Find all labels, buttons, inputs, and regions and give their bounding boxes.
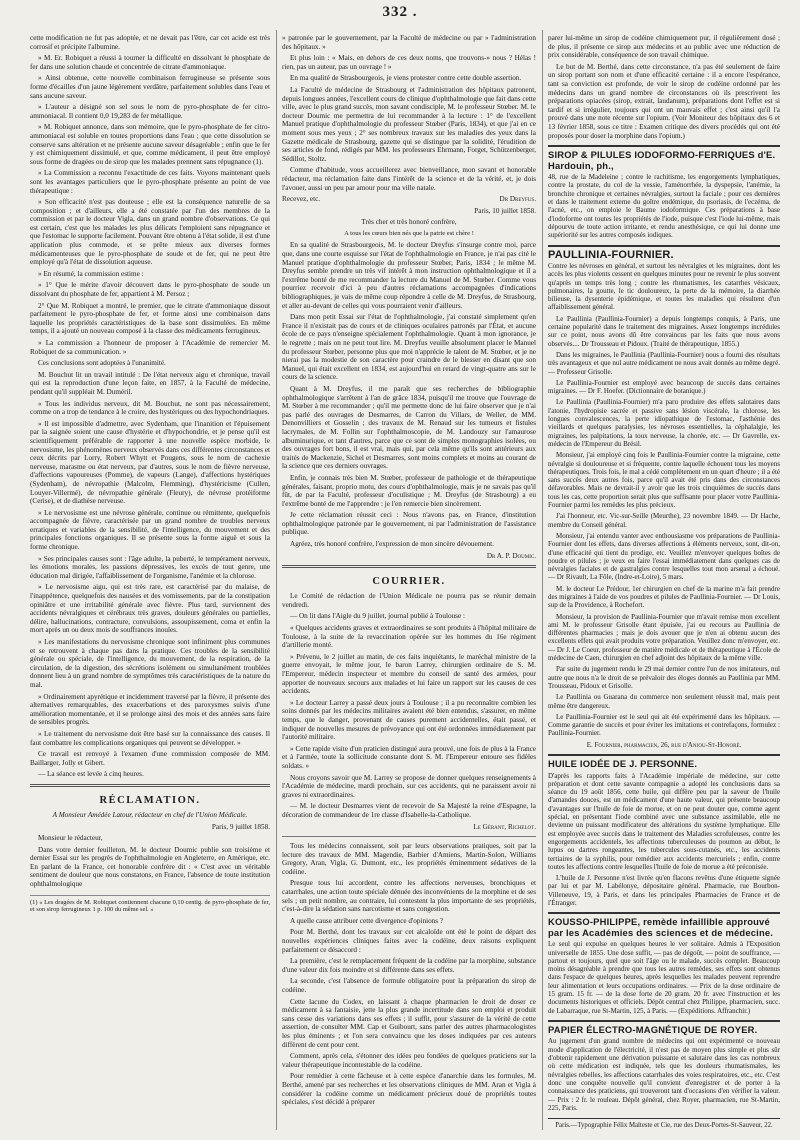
ad-text: L'huile de J. Personne n'est livrée qu'en flacons revêtus d'une étiquette signée par lui et par M. Labélonye, dépositaire général. Pharmacie, rue Bourbon-Villeneuve, 19, à Paris, et dans les principales Pharmacies de France et de l'Étranger. bbox=[548, 874, 780, 907]
advertisement-huile-iodee bbox=[548, 754, 780, 907]
section-divider bbox=[30, 784, 270, 787]
ad-text: Monsieur, j'ai employé cinq fois le Paullinia-Fournier contre la migraine, cette névralgie si douloureuse et si fréquente, contre laquelle échouent tous les moyens thérapeutiques. Trois fois, le mal a cédé complètement en un quart d'heure ; il a été sans succès deux autres fois, parce qu'il avait été pris dans des circonstances défavorables. Mais ne devrait-il y avoir que les trois cinquièmes de succès dans tous les cas, cette proportion serait plus que suffisante pour placer votre Paullinia-Fournier parmi les remèdes les plus précieux. bbox=[548, 451, 780, 510]
ad-text: Le Paullinia (Paullinia-Fournier) m'a paru produire des effets salutaires dans l'atonie, l'hydropisie sacrée et passive sans lésion viscérale, la chlorose, les longues convalescences, la perte idiopathique de l'estomac, l'asthénie des vieillards et quelques paralysies, les névroses essentielles, la céphalalgie, les migraines, les palpitations, la toux nerveuse, la chorée, etc. — Dr Gavrelle, ex-médecin de l'Empereur du Brésil. bbox=[548, 398, 780, 448]
ad-text: M. le docteur Le Prédour, 1er chirurgien en chef de la marine m'a fait prendre des migraines à l'aide de vos poudres et pilules de Paullinia-Fournier. — Dr Louis, sup de la Providence, à Rochefort. bbox=[548, 584, 780, 610]
column-right bbox=[548, 34, 780, 1134]
ad-title: PAPIER ÉLECTRO-MAGNÉTIQUE DE ROYER. bbox=[548, 1023, 758, 1035]
ad-text: Le seul qui expulse en quelques heures le ver solitaire. Admis à l'Exposition universelle de 1855. Une dose suffit, — pas de dégoût, — point de souffrance, — partout et toujours, quel que soit l'âge ou le malade, succès complet. Beaucoup moins désagréable à prendre que tous les autres remèdes, ses effets sont obtenus dans l'espace de quelques heures, après lesquelles les malades peuvent reprendre leur alimentation et leurs occupations ordinaires. — Prix de la dose ordinaire de 15 gram. 15 fr. — de la dose forte de 20 gram. 20 fr. avec l'instruction et les documents historiques et officiels. Dépôt central chez Philippe, pharmacien, succ. de Labarraque, rue St-Martin, 125, à Paris. — (Expéditions. Affranchir.) bbox=[548, 940, 780, 1015]
paragraph: » Les manifestations du nervosisme chronique sont infiniment plus communes et se retrouvent à chaque pas dans la pratique. Ces troubles de la sensibilité générale ou spéciale, de l'intelligence, du mouvement, de la respiration, de la circulation, de la digestion, des sécrétions isolément ou simultanément troublées donnent lieu à un grand nombre de symptômes très caractéristiques de la nature du mal. bbox=[30, 638, 270, 689]
paragraph: Dans votre dernier feuilleton, M. le docteur Doumic publie son troisième et dernier Essai sur les progrès de l'ophthalmologie en Angleterre, en Amérique, etc. En parlant de la France, cet honorable confrère dit : « C'est avec un véritable sentiment de douleur que nous constatons, en France, l'absence de toute institution ophthalmologique bbox=[30, 845, 270, 889]
paragraph: » 1° Que le mérite d'avoir découvert dans le pyro-phosphate de soude un dissolvant du phosphate de fer, appartient à M. Persoz ; bbox=[30, 281, 270, 299]
paragraph: Ce travail est renvoyé à l'examen d'une commission composée de MM. Baillarger, Jolly et Gibert. bbox=[30, 750, 270, 767]
ad-text: Contre les névroses en général, et surtout les névralgies et les migraines, dont les accès les plus violents cessent en quelques minutes pour ne revenir le plus souvent qu'après un temps très long ; contre les rhumatismes, les catarrhes vésicaux, pulmonaires, la goutte, le tic douloureux, la perte de la mémoire, la diarrhée bilieuse, la dysenterie épidémique, et toutes les maladies qui résultent d'un affaiblissement général. bbox=[548, 262, 780, 312]
paragraph: En sa qualité de Strasbourgeois, M. le docteur Dreyfus s'insurge contre moi, parce que, dans une courte esquisse sur l'état de l'ophthalmologie en France, je n'ai pas cité le Manuel pratique d'ophthalmologie du professeur Stœber, Paris, 1834 ; le même M. Dreyfus semble prendre un très vif intérêt à mon instruction ophthalmologique et il a l'extrême bonté de me recommander la lecture du Manuel de M. Stœber. Comme vous pourriez recevoir d'ici à peu d'autres réclamations accompagnées d'indications bibliographiques, je vais de même coup répondre à celle de M. Dreyfus, de Strasbourg, et aller au-devant de celles qui vous pourraient venir d'ailleurs. bbox=[282, 241, 536, 310]
paragraph: Quant à M. Dreyfus, il me paraît que ses recherches de bibliographie ophthalmologique s'arrêtent à l'an de grâce 1834, puisqu'il me trouve que l'ouvrage de M. Stœber à me recommander ; qu'il me permette donc de lui faire observer que je n'ai pas parlé des ouvrages de Desmarres, de Carron du Villars, de Weller, de MM. Denonvilliers et Gosselin ; des travaux de M. Renaud sur les tumeurs et fistules lacrymales, de M. Follin sur l'ophthalmoscopie, de M. Landouzy sur l'amaurose albuminurique, et tant d'autres, parce que ce sont de simples monographies isolées, ou des ouvrages fort bons, il est vrai, mais qui, par cela même qu'ils sont antérieurs aux traités de Mackenzie, Sichel et Desmarres, sont moins complets et moins au courant de la science que ces derniers ouvrages. bbox=[282, 384, 536, 471]
paragraph: 2° Que M. Robiquet a montré, le premier, que le citrate d'ammoniaque dissout parfaitement le pyro-phosphate de fer, et forme ainsi une combinaison dans laquelle les propriétés caractéristiques de la base sont dissimulées. En même temps, il a ajouté un nouveau composé à la classe des médicaments ferrugineux. bbox=[30, 301, 270, 336]
signature: Dr Dreyfus. bbox=[499, 195, 536, 204]
paragraph: » L'auteur a désigné son sel sous le nom de pyro-phosphate de fer citro-ammoniacal. Il contient 0,0 19,283 de fer métallique. bbox=[30, 103, 270, 120]
paragraph: » En résumé, la commission estime : bbox=[38, 269, 144, 278]
advertisement-papier-royer bbox=[548, 1020, 780, 1112]
letter-address: A Monsieur Amédée Latour, rédacteur en chef de l'Union Médicale. bbox=[52, 810, 248, 819]
advertisement-sirop-iodoforme bbox=[548, 145, 780, 239]
ad-text: Le Paullinia ou Guarana du commerce non seulement réussit mal, mais peut même être dangereux. bbox=[548, 693, 780, 710]
paragraph: — La séance est levée à cinq heures. bbox=[38, 770, 144, 779]
paragraph: parer lui-même un sirop de codéine chimiquement pur, il régulièrement dosé ; de plus, il présente ce sirop aux médecins et au public avec une réduction de prix considérable, conséquence de son travail chimique. bbox=[548, 34, 780, 60]
paragraph: Ces conclusions sont adoptées à l'unanimité. bbox=[38, 359, 166, 368]
ad-text: Monsieur, la provision de Paullinia-Fournier que m'avait remise mon excellent ami M. le professeur Grisolle étant épuisée, j'ai eu recours au Paullinia de différentes pharmacies ; mais je dois avouer que je n'en ai obtenu aucun des excellents effets qui avait produits votre préparation. Veuillez donc m'envoyer, etc. — Dr J. Le Coeur, professeur de matière médicale et de thérapeutique à l'École de médecine de Caen, chirurgien en chef adjoint des hôpitaux de la même ville. bbox=[548, 612, 780, 663]
paragraph: » Ses principales causes sont : l'âge adulte, la puberté, le tempérament nerveux, les émotions morales, les passions dépressives, les excès de tout genre, une éducation mal dirigée, l'affaiblissement de l'organisme, l'anémie et la chlorose. bbox=[30, 554, 270, 580]
signature: Dr A. P. Doumic. bbox=[486, 551, 536, 560]
paragraph: » Le traitement du nervosisme doit être basé sur la connaissance des causes. Il faut combattre les complications organiques qui peuvent se développer. » bbox=[30, 729, 270, 747]
ad-title: SIROP & PILULES IODOFORMO-FERRIQUES d'E. Hardouin, ph., bbox=[548, 149, 776, 171]
ad-text: Par suite du jugement rendu le 29 mai dernier contre l'un de nos imitateurs, nul autre que nous n'a le droit de se prévaloir des éloges donnés au Paullinia par MM. Trousseau, Pidoux et Grisolle. bbox=[548, 665, 780, 690]
paragraph: » Le nervosisme est une névrose générale, continue ou rémittente, quelquefois accompagnée de fièvre, caractérisée par un grand nombre de troubles nerveux erratiques et variables de la sensibilité, de l'intelligence, du mouvement et des principales fonctions organiques. Il se présente sous la forme aiguë et sous la forme chronique. bbox=[30, 508, 270, 552]
paragraph: » Il est impossible d'admettre, avec Sydenham, que l'inanition et l'épuisement par la saignée soient une cause d'hystérie et d'hypochondrie, et je pense qu'il est scientifiquement préférable de rapporter à une nouvelle espèce morbide, le nervosisme, les phénomènes nerveux observés dans ces différentes circonstances et ceux décrits par Lorry, Robert Whytt et Pougens, sous le nom de cachexie nerveuse, marasme ou état nerveux, par d'autres, sous le nom de fièvre nerveuse, d'affections vapoureuses (Pomme), de vapeurs (Lange), d'affections hystériques (Sydenham), de névropathie (Malcolm, Flemming), d'hystéricisme (Cullen, Louyer-Villermé), de névropathie générale (Fleury), de névrose protéiforme (Cerise), et de diathèse nerveuse. bbox=[30, 419, 270, 506]
ad-title: KOUSSO-PHILIPPE, remède infaillible approuvé par les Académies des sciences et de médecine. bbox=[548, 916, 774, 938]
paragraph: « Quelques accidents graves et extraordinaires se sont produits à l'hôpital militaire de Toulouse, à la suite de la revaccination opérée sur les hommes du 16e régiment d'artillerie monté. bbox=[282, 624, 536, 650]
paragraph: — M. le docteur Desmarres vient de recevoir de Sa Majesté la reine d'Espagne, la décoration de commandeur de 1re classe d'Isabelle-la-Catholique. bbox=[282, 802, 536, 819]
paragraph: « Tous les individus nerveux, dit M. Bouchut, ne sont pas nécessairement, comme on a trop de tendance à le croire, des hystériques ou des hypochondriaques. bbox=[30, 399, 270, 417]
paragraph: Le but de M. Berthé, dans cette circonstance, n'a pas été seulement de faire un sirop portant son nom et d'une efficacité certaine : il a encore l'espérance, tant sa conviction est profonde, de voir le sirop de codéine ordonné par les médecins dans un grand nombre de circonstances où ils prescrivent les préparations opiacées (sirop, extrait, laudanum), préparations dont l'effet est si tardif et si irrégulier, toujours qui ont un mauvais effet ; c'est ainsi qu'il l'a prouvé dans une note récente sur l'opium. (Voir Moniteur des hôpitaux des 6 et 13 février 1858, sous ce titre : Examen critique des divers procédés qui ont été proposés pour doser la morphine dans l'opium.) bbox=[548, 62, 780, 140]
paragraph: » Prévenu, le 2 juillet au matin, de ces faits inquiétants, le maréchal ministre de la guerre envoyait, le même jour, le baron Larrey, chirurgien ordinaire de S. M. l'Empereur, médecin inspecteur et membre du conseil de santé des armées, pour apporter de nouveaux secours aux malades et lui faire un rapport sur les causes de ces accidents. bbox=[282, 652, 536, 696]
paragraph: Et plus loin : « Mais, en dehors de ces deux noms, que trouvons-» nous ? Hélas ! rien, pas un auteur, pas un ouvrage ! » bbox=[282, 54, 536, 71]
column-rule bbox=[542, 30, 543, 1130]
paragraph: La seconde, c'est l'absence de formule obligatoire pour la préparation du sirop de codéine. bbox=[282, 977, 536, 994]
paragraph: Enfin, je connais très bien M. Stœber, professeur de pathologie et de thérapeutique générales, faisant, proprio motu, des cours d'ophthalmologie, mais je ne savais pas qu'il fût, de par la Faculté, professeur d'oculistique ; M. Dreyfus (de Strasbourg) a eu l'extrême bonté de me l'apprendre : je l'en remercie bien sincèrement. bbox=[282, 473, 536, 508]
letter-salutation: Très cher et très honoré confrère, bbox=[361, 218, 457, 227]
paragraph: » Cette rapide visite d'un praticien distingué aura prouvé, une fois de plus à la France et à l'armée, toute la sollicitude constante dont S. M. l'Empereur entoure ses fidèles soldats. » bbox=[282, 744, 536, 770]
section-divider bbox=[282, 836, 536, 837]
ad-address: E. Fournier, pharmacien, 26, rue d'Anjou-St-Honoré. bbox=[586, 740, 742, 749]
paragraph: Le Comité de rédaction de l'Union Médicale ne pourra pas se réunir demain vendredi. bbox=[282, 592, 536, 609]
paragraph: Comment, après cela, s'étonner des idées peu fondées de quelques praticiens sur la valeur thérapeutique incontestable de la codéine. bbox=[282, 1052, 536, 1069]
paragraph: » La commission a l'honneur de proposer à l'Académie de remercier M. Robiquet de sa communication. » bbox=[30, 339, 270, 356]
paragraph: En ma qualité de Strasbourgeois, je viens protester contre cette double assertion. bbox=[290, 74, 522, 83]
ad-title: HUILE IODÉE DE J. PERSONNE. bbox=[548, 758, 698, 770]
ad-title: PAULLINIA-FOURNIER. bbox=[548, 248, 674, 261]
ad-text: Au jugement d'un grand nombre de médecins qui ont expérimenté ce nouveau mode d'application de l'électricité, il n'est pas de moyen plus simple et plus sûr d'obtenir rapidement une dérivation puissante et salutaire dans les cas nombreux où cette médication est indiquée, tels que les douleurs rhumatismales, les névralgies rebelles, les affections catarrhales des voies respiratoires, etc., etc. C'est donc une conquête nouvelle qu'il convient d'enregistrer et de porter à la connaissance des praticiens, qui trouveront tant d'occasions d'en vérifier la valeur. — Prix : 2 fr. le rouleau. Dépôt général, chez Royer, pharmacien, rue St-Martin, 225, Paris. bbox=[548, 1037, 780, 1112]
paragraph: » Son efficacité n'est pas douteuse ; elle est la conséquence naturelle de sa composition ; et d'ailleurs, elle a été constatée par l'un des membres de la commission et par le docteur Vigla, dans un grand nombre d'observations. Ce qui est certain, c'est que les malades les plus délicats l'emploient sans répugnance et que l'estomac le supporte facilement. Pouvant être obtenu à l'état solide, il est d'une application plus commode, et se prête mieux aux diverses formes médicamenteuses que le pyro-phosphate de soude et de fer, qui ne peut être employé qu'à l'état de dissolution aqueuse. bbox=[30, 198, 270, 267]
paragraph: A quelle cause attribuer cette divergence d'opinions ? bbox=[290, 916, 444, 925]
paragraph: Presque tous lui accordent, contre les affections nerveuses, bronchiques et catarrhales, une action toute spéciale dénuée des inconvénients de la morphine et de ses sels ; un petit nombre, au contraire, lui contestent la plus importante de ses propriétés, c'est-à-dire la sédation sans narcotisme et sans congestion. bbox=[282, 879, 536, 914]
paragraph: » patronée par le gouvernement, par la Faculté de médecine ou par » l'administration des hôpitaux. » bbox=[282, 34, 536, 51]
section-heading-courrier: COURRIER. bbox=[372, 576, 446, 588]
ad-text: Le Paullinia (Paullinia-Fournier) a depuis longtemps conquis, à Paris, une certaine popularité dans le traitement des migraines. Assez longtemps incrédules sur ce point, nous avons dû être convaincus par les faits que nous avons observés.... Dr Trousseau et Pidoux. (Traité de thérapeutique, 1855.) bbox=[548, 314, 780, 348]
section-heading-reclamation: RÉCLAMATION. bbox=[99, 794, 201, 806]
closing-text: Recevez, etc. bbox=[282, 195, 321, 204]
page-number: 332 . bbox=[382, 4, 418, 20]
letter-closing bbox=[282, 195, 536, 204]
epigraph: A tous les cœurs bien nés que la patrie est chère ! bbox=[344, 229, 474, 237]
ad-text: J'ai l'honneur, etc. Vic-sur-Seille (Meurthe), 23 novembre 1849. — Dr Hache, membre du Conseil général. bbox=[548, 512, 780, 529]
paragraph: — On lit dans l'Aigle du 9 juillet, journal publié à Toulouse : bbox=[290, 612, 465, 621]
letter-date: Paris, 9 juillet 1858. bbox=[211, 822, 270, 831]
paragraph: Nous croyons savoir que M. Larrey se propose de donner quelques renseignements à l'Académie de médecine, mardi prochain, sur ces accidents, qui ne paraissent avoir ni graves ni extraordinaires. bbox=[282, 773, 536, 799]
ad-text: Dans les migraines, le Paullinia (Paullinia-Fournier) nous a fourni des résultats très avantageux et que nul autre médicament ne nous avait donnés au même degré. — Professeur Grisolle. bbox=[548, 350, 780, 376]
paragraph: cette modification ne fut pas adoptée, et ne devait pas l'être, car cet acide est très corrosif et précipite l'albumine. bbox=[30, 34, 270, 51]
paragraph: Cette lacune du Codex, en laissant à chaque pharmacien le droit de doser ce médicament à sa fantaisie, jette la plus grande incertitude dans son emploi et produit sans cesse des variations dans ses effets ; il suffit, pour s'assurer de la vérité de cette assertion, de consulter MM. Cap et Guibourt, sans parler des autres pharmacologistes les plus éminents ; et l'on sera convaincu que les doses indiquées par ces auteurs diffèrent de cent pour cent. bbox=[282, 997, 536, 1049]
letter-date: Paris, 10 juillet 1858. bbox=[474, 206, 536, 215]
footnote: (1) « Les dragées de M. Robiquet contiennent chacune 0,10 centig. de pyro-phosphate de fer, et son sirop ferrugineux 1 p. 100 du même sel. » bbox=[30, 895, 270, 914]
paragraph: » M. Er. Robiquet a réussi à tourner la difficulté en dissolvant le phosphate de fer dans une solution chaude et concentrée de citrate d'ammoniaque. bbox=[30, 54, 270, 71]
ad-text: D'après les rapports faits à l'Académie impériale de médecine, sur cette préparation et dont cette savante compagnie a adopté les conclusions dans sa séance du 19 août 1856, cette huile, qui diffère peu par la saveur de l'huile d'amandes douces, est un médicament d'une haute valeur, qui présente beaucoup d'avantages sur l'huile de foie de morue, et on ne peut douter que, comme agent spécial, en présentant l'iode combiné avec une substance assimilable, elle ne devienne un puissant modificateur des altérations du système lymphatique. Elle est employée avec succès dans le traitement des Maladies scrofuleuses, contre les engorgements accidentels, les affections tuberculeuses du poumon au début, le lupus ou dartres rongeantes, les tubercules sous-cutanés, etc., les accidents tertiaires de la syphilis, pour remédier aux accidents mercuriels ; enfin, contre toutes les affections contre lesquelles l'huile de foie de morue a été préconisée. bbox=[548, 771, 780, 871]
advertisement-kousso-philippe bbox=[548, 912, 780, 1015]
paragraph: M. Bouchut lit un travail intitulé : De l'état nerveux aigu et chronique, travail qui est la reproduction d'une leçon faite, en 1857, à la Faculté de médecine, pendant qu'il suppléait M. Duméril. bbox=[30, 370, 270, 396]
paragraph: » Ainsi obtenue, cette nouvelle combinaison ferrugineuse se présente sous forme d'écailles d'un jaune légèrement verdâtre, parfaitement solubles dans l'eau et sans aucune saveur. bbox=[30, 74, 270, 100]
section-divider bbox=[282, 565, 536, 568]
column-rule bbox=[276, 30, 277, 1130]
paragraph: » Le nervosisme aigu, qui est très rare, est caractérisé par du malaise, de l'inappétence, quelquefois des nausées et des vomissements, par de la constipation opiniâtre et une irritabilité générale avec fièvre. Plus tard, surviennent des accidents névralgiques et cérébraux très graves, douleurs générales ou partielles, délire, hallucinations, contracture, convulsions, assoupissement, coma et enfin la mort après un ou deux mois de souffrances inouïes. bbox=[30, 583, 270, 635]
paragraph: Comme d'habitude, vous accueillerez avec bienveillance, mon savant et honorable rédacteur, ma réclamation faite dans l'intérêt de la science et de la vérité, et, je dois l'avouer, aussi un peu par amour pour ma ville natale. bbox=[282, 166, 536, 192]
paragraph: La Faculté de médecine de Strasbourg et l'administration des hôpitaux patronent, depuis longues années, l'excellent cours de clinique d'ophthalmologie que fait dans cette ville, avec le plus grand succès, mon savant condisciple, M. le professeur Stœber. M. le docteur Doumic me permettra de lui recommander à la lecture : 1° de l'excellent Manuel pratique d'ophthalmologie du professeur Stœber (Paris, 1834), et que j'ai en ce moment sous mes yeux ; 2° ses nombreux travaux sur les maladies des yeux dans la Gazette médicale de Strasbourg, gazette qui se distingue par la solidité, l'érudition de ses articles de fond, rédigés par MM. les professeurs Ehrmann, Forget, Schützenberger, Sédillot, Stoltz. bbox=[282, 85, 536, 163]
printer-imprint: Paris.—Typographie Félix Malteste et Cie, rue des Deux-Portes-St-Sauveur, 22. bbox=[548, 1118, 780, 1131]
paragraph: Tous les médecins connaissent, soit par leurs observations pratiques, soit par la lecture des travaux de MM. Magendie, Barbier d'Amiens, Martin-Solon, Williams Gregory, Aran, Vigla, G. Dumont, etc., les propriétés éminemment sédatives de la codéine. bbox=[282, 842, 536, 876]
paragraph: Agréez, très honoré confrère, l'expression de mon sincère dévouement. bbox=[290, 540, 494, 549]
ad-text: Monsieur, j'ai entendu vanter avec enthousiasme vos préparations de Paullinia-Fournier dont les effets, dans diverses affections à éléments nerveux, sont, dit-on, d'une efficacité qui tient du prodige, etc. Veuillez m'envoyer quelques boîtes de poudre et pilules ; je veux en faire l'essai immédiatement dans quelques cas de névralgies faciales et de gastralgies contre lesquelles tout mon arsenal a échoué. — Dr Rivault, La Fôle, (Indre-et-Loire), 5 mars. bbox=[548, 531, 780, 582]
advertisement-paullinia bbox=[548, 245, 780, 750]
column-middle bbox=[282, 34, 536, 1110]
paragraph: » Ordinairement apyrétique et incidemment traversé par la fièvre, il présente des alternatives remarquables, des exacerbations et des paroxysmes suivis d'une amélioration momentanée, et il se prolonge ainsi des mois et des années sans faire de sensibles progrès. bbox=[30, 692, 270, 727]
paragraph: Pour M. Berthé, dont les travaux sur cet alcaloïde ont été le point de départ des nouvelles expériences cliniques faites avec la codéine, deux raisons expliquent parfaitement ce désaccord : bbox=[282, 928, 536, 954]
paragraph: Dans mon petit Essai sur l'état de l'ophthalmologie, j'ai constaté simplement qu'en France il n'existait pas de cours et de cliniques oculaires patronés par l'État, et aucune école de ce pays n'enseigne spécialement l'ophthalmologie. Quant à mon ignorance, je le regrette ; mais on ne peut tout lire. M. Dreyfus veuille absolument placer le Manuel du professeur Stœber, personne plus que moi n'apprécie le talent de M. Stœber, et je ne nierai pas la modestie de son caractère pour craindre de le blesser en disant que son Manuel, qui était excellent en 1834, est aujourd'hui en retard de vingt-quatre ans sur le cours de la science. bbox=[282, 313, 536, 382]
ad-text: Le Paullinia-Fournier est le seul qui ait été expérimenté dans les hôpitaux. — Comme garantie de succès et pour éviter les imitations et contrefaçons, formulez : Paullinia-Fournier. bbox=[548, 712, 780, 738]
paragraph: La première, c'est le remplacement fréquent de la codéine par la morphine, substance d'une valeur dix fois moindre et si différente dans ses effets. bbox=[282, 957, 536, 974]
paragraph: Je cette réclamation réussit ceci : Nous n'avons pas, en France, d'institution ophthalmologique patronée par le gouvernement, ni par l'administration de l'assistance publique. bbox=[282, 511, 536, 537]
paragraph: » M. Robiquet annonce, dans son mémoire, que le pyro-phosphate de fer citro-ammoniacal est soluble en toutes proportions dans l'eau ; que cette dissolution se conserve sans altération et ne présente aucune saveur désagréable ; enfin que le fer y est chimiquement dissimulé, et que, comme médicament, il peut être employé sous forme de dragées ou de sirop que les malades prennent sans répugnance (1). bbox=[30, 123, 270, 166]
ad-text: 48, rue de la Madeleine ; contre le rachitisme, les engorgements lymphatiques, contre la prostate, du col de la vessie, l'aménorrhée, la dyspepsie, l'anémie, la bronchite chronique et certaines névralgies, surtout la faciale ; pour ces dernières et dans le traitement externe du goître endémique, du psoriasis, de l'eczéma, de l'acné, etc., on emploie le Baume iodoformique. Ces préparations à base d'iodoforme ont toutes les propriétés de l'iode, puisque c'est l'iode lui-même, mais dépourvu de toute action irritante, et rendu anesthésique, ce qui lui donne une supériorité sur les autres composés iodiques. bbox=[548, 173, 780, 240]
gerant-signature: Le Gérant, Richelot. bbox=[473, 822, 536, 831]
column-left bbox=[30, 34, 270, 917]
paragraph: Pour remédier à cette fâcheuse et à cette espèce d'anarchie dans les formules, M. Berthé, amené par ses recherches et les observations cliniques de MM. Aran et Vigla à considérer la codéine comme un médicament précieux doué de propriétés toutes spéciales, s'est décidé à préparer bbox=[282, 1072, 536, 1107]
paragraph: » Le docteur Larrey a passé deux jours à Toulouse ; il a pu reconnaître combien les soins donnés par les médecins militaires avaient été bien entendus, s'assurer, en même temps, que le danger, provenant de causes purement accidentelles, était passé, et indiquer de nouvelles mesures de prévoyance qui ont été ordonnées immédiatement par l'autorité militaire. bbox=[282, 698, 536, 742]
letter-salutation: Monsieur le rédacteur, bbox=[38, 834, 103, 843]
ad-text: Le Paullinia-Fournier est employé avec beaucoup de succès dans certaines migraines. — Dr F. Hoefer. (Dictionnaire de botanique.) bbox=[548, 378, 780, 396]
paragraph: » La Commission a reconnu l'exactitude de ces faits. Voyons maintenant quels sont les avantages particuliers que le pyro-phosphate présente au point de vue thérapeutique : bbox=[30, 169, 270, 195]
